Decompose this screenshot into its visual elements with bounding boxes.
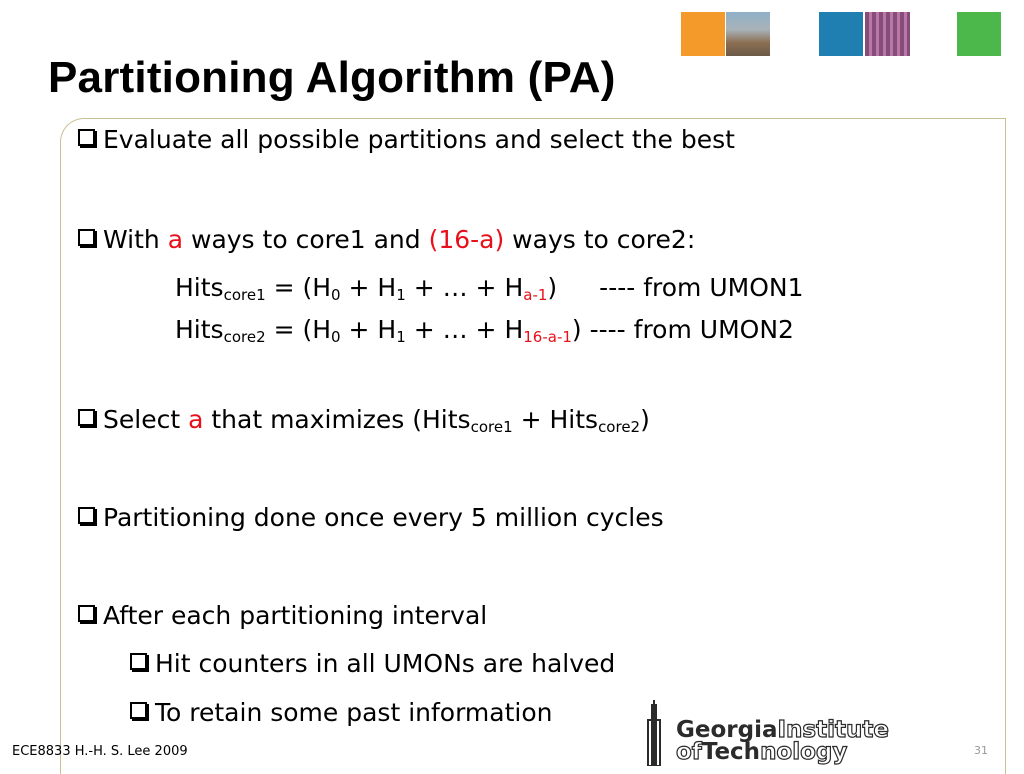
tower-icon — [640, 700, 668, 766]
footer-course-info: ECE8833 H.-H. S. Lee 2009 — [12, 744, 188, 759]
bullet-text: Partitioning done once every 5 million cycles — [103, 503, 664, 532]
bullet-ways — [78, 224, 695, 256]
logo-line2 — [676, 740, 847, 764]
eq-lhs-sub: core1 — [223, 286, 266, 304]
eq-source: ---- from UMON1 — [599, 273, 804, 302]
eq-open: = (H — [265, 273, 332, 302]
header-tile-orange — [681, 12, 725, 56]
equation-core2 — [175, 314, 794, 346]
square-bullet-icon — [78, 229, 95, 246]
eq-lhs-sub: core2 — [223, 328, 266, 346]
eq-lhs: Hits — [175, 273, 224, 302]
bullet-text-mid: ways to core1 and — [183, 225, 429, 254]
eq-dots: + … + H — [405, 273, 524, 302]
logo-tech: Tech — [701, 739, 761, 765]
bullet-text-pre: With — [103, 225, 168, 254]
eq-plus: + H — [340, 315, 397, 344]
bullet-text-mid: that maximizes (Hits — [203, 405, 471, 434]
logo-institute: Institute — [777, 717, 889, 743]
sub-core1: core1 — [470, 418, 513, 436]
eq-source: ---- from UMON2 — [581, 315, 794, 344]
equation-core1 — [175, 272, 803, 304]
subbullet-counters-halved — [130, 648, 615, 680]
header-photo-campus — [726, 12, 770, 56]
square-bullet-icon — [78, 129, 95, 146]
logo-georgia: Georgia — [676, 717, 778, 743]
bullet-select — [78, 404, 650, 436]
bullet-text-plus: + Hits — [512, 405, 599, 434]
bullet-text: Evaluate all possible partitions and select the best — [103, 125, 735, 154]
eq-sub-1: 1 — [396, 328, 406, 346]
eq-close: ) — [571, 315, 582, 344]
bullet-text-post: ways to core2: — [504, 225, 696, 254]
sub-core2: core2 — [598, 418, 641, 436]
variable-a: a — [167, 225, 184, 254]
eq-plus: + H — [340, 273, 397, 302]
square-bullet-icon — [78, 507, 95, 524]
eq-lhs: Hits — [175, 315, 224, 344]
logo-of: of — [676, 739, 702, 765]
eq-close: ) — [547, 273, 558, 302]
slide-title: Partitioning Algorithm (PA) — [48, 53, 616, 102]
bullet-text: To retain some past information — [155, 698, 553, 727]
square-bullet-icon — [78, 409, 95, 426]
eq-sub-last: 16-a-1 — [523, 328, 572, 346]
subbullet-retain-info — [130, 697, 553, 729]
header-tile-blue — [819, 12, 863, 56]
square-bullet-icon — [130, 653, 147, 670]
header-tile-green — [957, 12, 1001, 56]
logo-nology: nology — [760, 739, 848, 765]
expression-16-a: (16-a) — [428, 225, 505, 254]
eq-sub-1: 1 — [396, 286, 406, 304]
eq-sub-0: 0 — [331, 328, 341, 346]
header-photo-chip — [865, 12, 910, 56]
square-bullet-icon — [130, 702, 147, 719]
bullet-text-pre: Select — [103, 405, 189, 434]
eq-open: = (H — [265, 315, 332, 344]
georgia-tech-logo — [640, 700, 890, 768]
slide-number: 31 — [974, 744, 988, 757]
eq-sub-0: 0 — [331, 286, 341, 304]
bullet-evaluate — [78, 124, 735, 156]
square-bullet-icon — [78, 605, 95, 622]
bullet-after-interval — [78, 600, 487, 632]
eq-sub-last: a-1 — [523, 286, 548, 304]
bullet-text-close: ) — [640, 405, 650, 434]
bullet-text: Hit counters in all UMONs are halved — [155, 649, 616, 678]
eq-dots: + … + H — [405, 315, 524, 344]
bullet-partitioning-done — [78, 502, 664, 534]
bullet-text: After each partitioning interval — [103, 601, 488, 630]
variable-a: a — [188, 405, 204, 434]
